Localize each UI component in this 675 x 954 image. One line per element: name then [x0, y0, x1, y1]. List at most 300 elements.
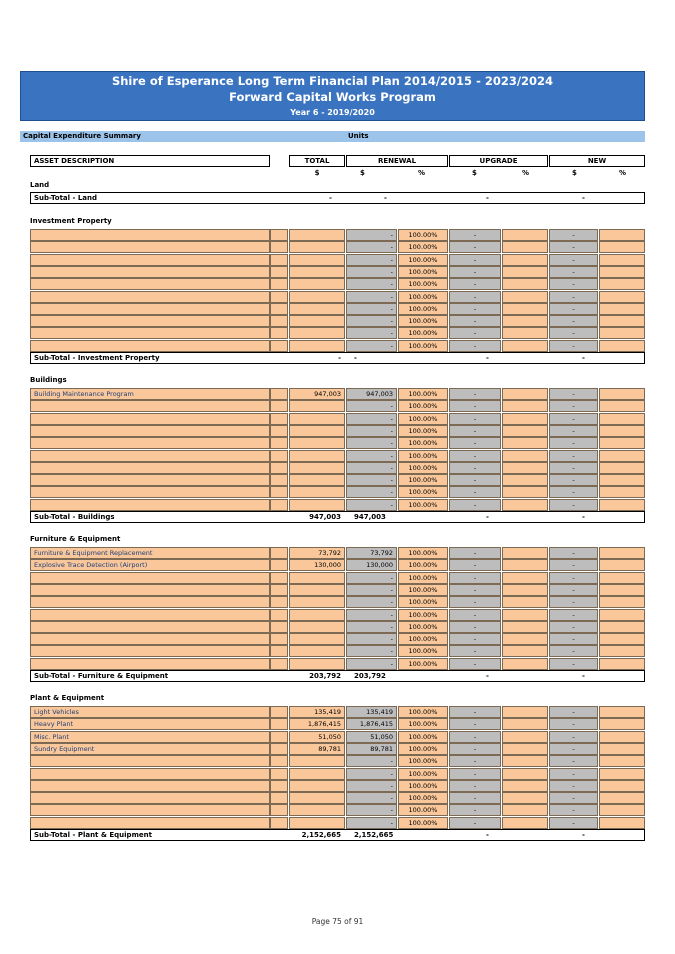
renewal-pct-cell[interactable]: 100.00% — [398, 609, 448, 621]
marker-cell[interactable] — [270, 462, 288, 474]
renewal-pct-cell[interactable]: 100.00% — [398, 804, 448, 816]
renewal-cell[interactable]: - — [346, 241, 397, 253]
asset-description-cell[interactable] — [30, 804, 270, 816]
upgrade-cell[interactable]: - — [449, 718, 501, 730]
renewal-pct-cell[interactable]: 100.00% — [398, 315, 448, 327]
marker-cell[interactable] — [270, 450, 288, 462]
new-pct-cell[interactable] — [599, 780, 645, 792]
new-cell[interactable]: - — [549, 621, 598, 633]
asset-description-cell[interactable] — [30, 425, 270, 437]
total-cell[interactable] — [289, 229, 345, 241]
renewal-pct-cell[interactable]: 100.00% — [398, 718, 448, 730]
asset-description-cell[interactable] — [30, 229, 270, 241]
total-cell[interactable] — [289, 241, 345, 253]
total-cell[interactable] — [289, 755, 345, 767]
new-cell[interactable]: - — [549, 596, 598, 608]
total-cell[interactable]: 51,050 — [289, 731, 345, 743]
upgrade-cell[interactable]: - — [449, 437, 501, 449]
asset-description-cell[interactable] — [30, 817, 270, 829]
upgrade-cell[interactable]: - — [449, 241, 501, 253]
upgrade-cell[interactable]: - — [449, 817, 501, 829]
new-cell[interactable]: - — [549, 499, 598, 511]
asset-description-cell[interactable] — [30, 572, 270, 584]
upgrade-cell[interactable]: - — [449, 755, 501, 767]
renewal-pct-cell[interactable]: 100.00% — [398, 388, 448, 400]
asset-description-cell[interactable] — [30, 486, 270, 498]
marker-cell[interactable] — [270, 743, 288, 755]
new-pct-cell[interactable] — [599, 303, 645, 315]
marker-cell[interactable] — [270, 804, 288, 816]
upgrade-pct-cell[interactable] — [502, 291, 548, 303]
new-pct-cell[interactable] — [599, 706, 645, 718]
upgrade-pct-cell[interactable] — [502, 437, 548, 449]
renewal-cell[interactable]: - — [346, 633, 397, 645]
new-pct-cell[interactable] — [599, 755, 645, 767]
new-pct-cell[interactable] — [599, 596, 645, 608]
upgrade-cell[interactable]: - — [449, 731, 501, 743]
total-cell[interactable] — [289, 437, 345, 449]
asset-description-cell[interactable]: Building Maintenance Program — [30, 388, 270, 400]
renewal-cell[interactable]: - — [346, 413, 397, 425]
asset-description-cell[interactable] — [30, 768, 270, 780]
upgrade-cell[interactable]: - — [449, 315, 501, 327]
renewal-pct-cell[interactable]: 100.00% — [398, 400, 448, 412]
upgrade-pct-cell[interactable] — [502, 572, 548, 584]
marker-cell[interactable] — [270, 278, 288, 290]
upgrade-cell[interactable]: - — [449, 303, 501, 315]
total-cell[interactable] — [289, 584, 345, 596]
total-cell[interactable] — [289, 303, 345, 315]
asset-description-cell[interactable] — [30, 450, 270, 462]
renewal-pct-cell[interactable]: 100.00% — [398, 584, 448, 596]
total-cell[interactable] — [289, 499, 345, 511]
new-cell[interactable]: - — [549, 425, 598, 437]
marker-cell[interactable] — [270, 645, 288, 657]
total-cell[interactable] — [289, 474, 345, 486]
new-pct-cell[interactable] — [599, 266, 645, 278]
renewal-cell[interactable]: - — [346, 804, 397, 816]
upgrade-pct-cell[interactable] — [502, 229, 548, 241]
asset-description-cell[interactable] — [30, 413, 270, 425]
new-pct-cell[interactable] — [599, 499, 645, 511]
renewal-cell[interactable]: - — [346, 621, 397, 633]
marker-cell[interactable] — [270, 817, 288, 829]
asset-description-cell[interactable] — [30, 303, 270, 315]
new-cell[interactable]: - — [549, 817, 598, 829]
asset-description-cell[interactable] — [30, 474, 270, 486]
marker-cell[interactable] — [270, 413, 288, 425]
upgrade-cell[interactable]: - — [449, 340, 501, 352]
total-cell[interactable] — [289, 572, 345, 584]
renewal-cell[interactable]: - — [346, 303, 397, 315]
marker-cell[interactable] — [270, 241, 288, 253]
renewal-pct-cell[interactable]: 100.00% — [398, 621, 448, 633]
asset-description-cell[interactable] — [30, 621, 270, 633]
new-cell[interactable]: - — [549, 315, 598, 327]
new-cell[interactable]: - — [549, 278, 598, 290]
total-cell[interactable] — [289, 817, 345, 829]
upgrade-cell[interactable]: - — [449, 780, 501, 792]
marker-cell[interactable] — [270, 547, 288, 559]
new-cell[interactable]: - — [549, 547, 598, 559]
marker-cell[interactable] — [270, 731, 288, 743]
upgrade-cell[interactable]: - — [449, 388, 501, 400]
marker-cell[interactable] — [270, 609, 288, 621]
new-cell[interactable]: - — [549, 340, 598, 352]
renewal-cell[interactable]: - — [346, 768, 397, 780]
asset-description-cell[interactable] — [30, 609, 270, 621]
renewal-cell[interactable]: - — [346, 486, 397, 498]
upgrade-pct-cell[interactable] — [502, 768, 548, 780]
renewal-cell[interactable]: - — [346, 437, 397, 449]
renewal-cell[interactable]: - — [346, 291, 397, 303]
new-pct-cell[interactable] — [599, 804, 645, 816]
asset-description-cell[interactable]: Heavy Plant — [30, 718, 270, 730]
upgrade-cell[interactable]: - — [449, 486, 501, 498]
asset-description-cell[interactable] — [30, 266, 270, 278]
renewal-pct-cell[interactable]: 100.00% — [398, 462, 448, 474]
upgrade-cell[interactable]: - — [449, 413, 501, 425]
upgrade-pct-cell[interactable] — [502, 559, 548, 571]
renewal-pct-cell[interactable]: 100.00% — [398, 474, 448, 486]
upgrade-cell[interactable]: - — [449, 768, 501, 780]
marker-cell[interactable] — [270, 755, 288, 767]
renewal-cell[interactable]: - — [346, 425, 397, 437]
new-cell[interactable]: - — [549, 229, 598, 241]
upgrade-pct-cell[interactable] — [502, 400, 548, 412]
total-cell[interactable] — [289, 621, 345, 633]
renewal-cell[interactable]: 130,000 — [346, 559, 397, 571]
asset-description-cell[interactable] — [30, 633, 270, 645]
renewal-cell[interactable]: - — [346, 792, 397, 804]
upgrade-pct-cell[interactable] — [502, 804, 548, 816]
upgrade-pct-cell[interactable] — [502, 315, 548, 327]
marker-cell[interactable] — [270, 400, 288, 412]
renewal-cell[interactable]: - — [346, 340, 397, 352]
marker-cell[interactable] — [270, 303, 288, 315]
new-pct-cell[interactable] — [599, 437, 645, 449]
new-pct-cell[interactable] — [599, 658, 645, 670]
new-cell[interactable]: - — [549, 768, 598, 780]
new-cell[interactable]: - — [549, 572, 598, 584]
total-cell[interactable] — [289, 315, 345, 327]
renewal-cell[interactable]: 1,876,415 — [346, 718, 397, 730]
total-cell[interactable] — [289, 400, 345, 412]
new-pct-cell[interactable] — [599, 792, 645, 804]
total-cell[interactable] — [289, 278, 345, 290]
upgrade-pct-cell[interactable] — [502, 609, 548, 621]
renewal-cell[interactable]: - — [346, 584, 397, 596]
upgrade-pct-cell[interactable] — [502, 388, 548, 400]
asset-description-cell[interactable] — [30, 315, 270, 327]
marker-cell[interactable] — [270, 327, 288, 339]
upgrade-cell[interactable]: - — [449, 400, 501, 412]
new-pct-cell[interactable] — [599, 633, 645, 645]
new-cell[interactable]: - — [549, 486, 598, 498]
upgrade-cell[interactable]: - — [449, 804, 501, 816]
new-cell[interactable]: - — [549, 254, 598, 266]
new-pct-cell[interactable] — [599, 462, 645, 474]
marker-cell[interactable] — [270, 499, 288, 511]
renewal-cell[interactable]: - — [346, 755, 397, 767]
marker-cell[interactable] — [270, 437, 288, 449]
upgrade-pct-cell[interactable] — [502, 817, 548, 829]
new-pct-cell[interactable] — [599, 450, 645, 462]
renewal-pct-cell[interactable]: 100.00% — [398, 291, 448, 303]
renewal-pct-cell[interactable]: 100.00% — [398, 327, 448, 339]
renewal-pct-cell[interactable]: 100.00% — [398, 229, 448, 241]
new-cell[interactable]: - — [549, 559, 598, 571]
renewal-pct-cell[interactable]: 100.00% — [398, 780, 448, 792]
upgrade-pct-cell[interactable] — [502, 413, 548, 425]
new-cell[interactable]: - — [549, 241, 598, 253]
new-pct-cell[interactable] — [599, 547, 645, 559]
new-cell[interactable]: - — [549, 731, 598, 743]
asset-description-cell[interactable] — [30, 658, 270, 670]
renewal-pct-cell[interactable]: 100.00% — [398, 486, 448, 498]
marker-cell[interactable] — [270, 572, 288, 584]
renewal-pct-cell[interactable]: 100.00% — [398, 755, 448, 767]
upgrade-pct-cell[interactable] — [502, 792, 548, 804]
asset-description-cell[interactable] — [30, 400, 270, 412]
upgrade-pct-cell[interactable] — [502, 241, 548, 253]
upgrade-cell[interactable]: - — [449, 474, 501, 486]
upgrade-pct-cell[interactable] — [502, 340, 548, 352]
total-cell[interactable] — [289, 609, 345, 621]
new-cell[interactable]: - — [549, 266, 598, 278]
upgrade-cell[interactable]: - — [449, 743, 501, 755]
renewal-pct-cell[interactable]: 100.00% — [398, 731, 448, 743]
asset-description-cell[interactable] — [30, 340, 270, 352]
new-cell[interactable]: - — [549, 658, 598, 670]
total-cell[interactable]: 947,003 — [289, 388, 345, 400]
marker-cell[interactable] — [270, 621, 288, 633]
total-cell[interactable] — [289, 413, 345, 425]
renewal-pct-cell[interactable]: 100.00% — [398, 266, 448, 278]
upgrade-pct-cell[interactable] — [502, 303, 548, 315]
renewal-pct-cell[interactable]: 100.00% — [398, 743, 448, 755]
new-cell[interactable]: - — [549, 792, 598, 804]
new-pct-cell[interactable] — [599, 388, 645, 400]
upgrade-pct-cell[interactable] — [502, 499, 548, 511]
renewal-pct-cell[interactable]: 100.00% — [398, 559, 448, 571]
renewal-pct-cell[interactable]: 100.00% — [398, 596, 448, 608]
renewal-cell[interactable]: - — [346, 278, 397, 290]
upgrade-cell[interactable]: - — [449, 596, 501, 608]
total-cell[interactable] — [289, 291, 345, 303]
asset-description-cell[interactable]: Misc. Plant — [30, 731, 270, 743]
new-pct-cell[interactable] — [599, 291, 645, 303]
asset-description-cell[interactable]: Light Vehicles — [30, 706, 270, 718]
total-cell[interactable]: 1,876,415 — [289, 718, 345, 730]
upgrade-cell[interactable]: - — [449, 278, 501, 290]
renewal-pct-cell[interactable]: 100.00% — [398, 547, 448, 559]
upgrade-pct-cell[interactable] — [502, 474, 548, 486]
renewal-pct-cell[interactable]: 100.00% — [398, 450, 448, 462]
new-cell[interactable]: - — [549, 400, 598, 412]
new-pct-cell[interactable] — [599, 241, 645, 253]
asset-description-cell[interactable] — [30, 437, 270, 449]
new-cell[interactable]: - — [549, 474, 598, 486]
total-cell[interactable] — [289, 804, 345, 816]
asset-description-cell[interactable] — [30, 755, 270, 767]
upgrade-pct-cell[interactable] — [502, 266, 548, 278]
renewal-cell[interactable]: 135,419 — [346, 706, 397, 718]
new-pct-cell[interactable] — [599, 572, 645, 584]
total-cell[interactable] — [289, 768, 345, 780]
total-cell[interactable] — [289, 340, 345, 352]
total-cell[interactable]: 135,419 — [289, 706, 345, 718]
asset-description-cell[interactable] — [30, 278, 270, 290]
new-pct-cell[interactable] — [599, 425, 645, 437]
marker-cell[interactable] — [270, 706, 288, 718]
new-pct-cell[interactable] — [599, 559, 645, 571]
renewal-cell[interactable]: - — [346, 327, 397, 339]
upgrade-pct-cell[interactable] — [502, 645, 548, 657]
upgrade-pct-cell[interactable] — [502, 621, 548, 633]
total-cell[interactable] — [289, 633, 345, 645]
new-cell[interactable]: - — [549, 291, 598, 303]
renewal-cell[interactable]: - — [346, 450, 397, 462]
marker-cell[interactable] — [270, 229, 288, 241]
renewal-cell[interactable]: - — [346, 266, 397, 278]
total-cell[interactable] — [289, 462, 345, 474]
renewal-pct-cell[interactable]: 100.00% — [398, 645, 448, 657]
renewal-cell[interactable]: 947,003 — [346, 388, 397, 400]
renewal-pct-cell[interactable]: 100.00% — [398, 658, 448, 670]
renewal-pct-cell[interactable]: 100.00% — [398, 633, 448, 645]
asset-description-cell[interactable] — [30, 499, 270, 511]
upgrade-pct-cell[interactable] — [502, 486, 548, 498]
upgrade-pct-cell[interactable] — [502, 633, 548, 645]
new-cell[interactable]: - — [549, 327, 598, 339]
new-pct-cell[interactable] — [599, 474, 645, 486]
new-cell[interactable]: - — [549, 413, 598, 425]
new-pct-cell[interactable] — [599, 229, 645, 241]
upgrade-cell[interactable]: - — [449, 254, 501, 266]
renewal-pct-cell[interactable]: 100.00% — [398, 817, 448, 829]
new-pct-cell[interactable] — [599, 400, 645, 412]
asset-description-cell[interactable] — [30, 254, 270, 266]
renewal-cell[interactable]: - — [346, 315, 397, 327]
new-cell[interactable]: - — [549, 633, 598, 645]
upgrade-pct-cell[interactable] — [502, 327, 548, 339]
marker-cell[interactable] — [270, 388, 288, 400]
asset-description-cell[interactable] — [30, 584, 270, 596]
new-pct-cell[interactable] — [599, 584, 645, 596]
renewal-cell[interactable]: - — [346, 474, 397, 486]
new-pct-cell[interactable] — [599, 731, 645, 743]
new-cell[interactable]: - — [549, 462, 598, 474]
renewal-cell[interactable]: - — [346, 780, 397, 792]
upgrade-cell[interactable]: - — [449, 462, 501, 474]
new-pct-cell[interactable] — [599, 609, 645, 621]
new-cell[interactable]: - — [549, 609, 598, 621]
new-cell[interactable]: - — [549, 645, 598, 657]
renewal-cell[interactable]: - — [346, 499, 397, 511]
marker-cell[interactable] — [270, 266, 288, 278]
renewal-cell[interactable]: 73,792 — [346, 547, 397, 559]
marker-cell[interactable] — [270, 633, 288, 645]
renewal-pct-cell[interactable]: 100.00% — [398, 706, 448, 718]
asset-description-cell[interactable] — [30, 462, 270, 474]
total-cell[interactable] — [289, 266, 345, 278]
new-pct-cell[interactable] — [599, 817, 645, 829]
upgrade-cell[interactable]: - — [449, 559, 501, 571]
total-cell[interactable] — [289, 645, 345, 657]
upgrade-pct-cell[interactable] — [502, 584, 548, 596]
asset-description-cell[interactable]: Furniture & Equipment Replacement — [30, 547, 270, 559]
upgrade-pct-cell[interactable] — [502, 780, 548, 792]
upgrade-cell[interactable]: - — [449, 229, 501, 241]
marker-cell[interactable] — [270, 658, 288, 670]
upgrade-cell[interactable]: - — [449, 547, 501, 559]
new-pct-cell[interactable] — [599, 718, 645, 730]
total-cell[interactable]: 73,792 — [289, 547, 345, 559]
renewal-pct-cell[interactable]: 100.00% — [398, 437, 448, 449]
new-pct-cell[interactable] — [599, 413, 645, 425]
new-pct-cell[interactable] — [599, 743, 645, 755]
new-pct-cell[interactable] — [599, 486, 645, 498]
upgrade-cell[interactable]: - — [449, 266, 501, 278]
renewal-pct-cell[interactable]: 100.00% — [398, 499, 448, 511]
renewal-cell[interactable]: - — [346, 658, 397, 670]
total-cell[interactable]: 89,781 — [289, 743, 345, 755]
new-cell[interactable]: - — [549, 450, 598, 462]
renewal-cell[interactable]: - — [346, 609, 397, 621]
new-pct-cell[interactable] — [599, 768, 645, 780]
total-cell[interactable] — [289, 792, 345, 804]
marker-cell[interactable] — [270, 718, 288, 730]
renewal-pct-cell[interactable]: 100.00% — [398, 425, 448, 437]
marker-cell[interactable] — [270, 584, 288, 596]
upgrade-cell[interactable]: - — [449, 621, 501, 633]
marker-cell[interactable] — [270, 474, 288, 486]
asset-description-cell[interactable]: Explosive Trace Detection (Airport) — [30, 559, 270, 571]
upgrade-cell[interactable]: - — [449, 706, 501, 718]
upgrade-pct-cell[interactable] — [502, 706, 548, 718]
renewal-cell[interactable]: - — [346, 596, 397, 608]
marker-cell[interactable] — [270, 340, 288, 352]
total-cell[interactable] — [289, 327, 345, 339]
renewal-pct-cell[interactable]: 100.00% — [398, 278, 448, 290]
upgrade-pct-cell[interactable] — [502, 596, 548, 608]
upgrade-pct-cell[interactable] — [502, 731, 548, 743]
new-cell[interactable]: - — [549, 584, 598, 596]
upgrade-pct-cell[interactable] — [502, 425, 548, 437]
renewal-pct-cell[interactable]: 100.00% — [398, 792, 448, 804]
renewal-cell[interactable]: - — [346, 572, 397, 584]
renewal-pct-cell[interactable]: 100.00% — [398, 340, 448, 352]
renewal-cell[interactable]: - — [346, 229, 397, 241]
total-cell[interactable] — [289, 254, 345, 266]
renewal-pct-cell[interactable]: 100.00% — [398, 768, 448, 780]
marker-cell[interactable] — [270, 559, 288, 571]
new-pct-cell[interactable] — [599, 327, 645, 339]
new-pct-cell[interactable] — [599, 315, 645, 327]
new-cell[interactable]: - — [549, 718, 598, 730]
asset-description-cell[interactable] — [30, 327, 270, 339]
renewal-pct-cell[interactable]: 100.00% — [398, 241, 448, 253]
upgrade-cell[interactable]: - — [449, 499, 501, 511]
marker-cell[interactable] — [270, 780, 288, 792]
upgrade-pct-cell[interactable] — [502, 743, 548, 755]
upgrade-cell[interactable]: - — [449, 425, 501, 437]
renewal-pct-cell[interactable]: 100.00% — [398, 413, 448, 425]
renewal-cell[interactable]: - — [346, 817, 397, 829]
total-cell[interactable]: 130,000 — [289, 559, 345, 571]
marker-cell[interactable] — [270, 486, 288, 498]
